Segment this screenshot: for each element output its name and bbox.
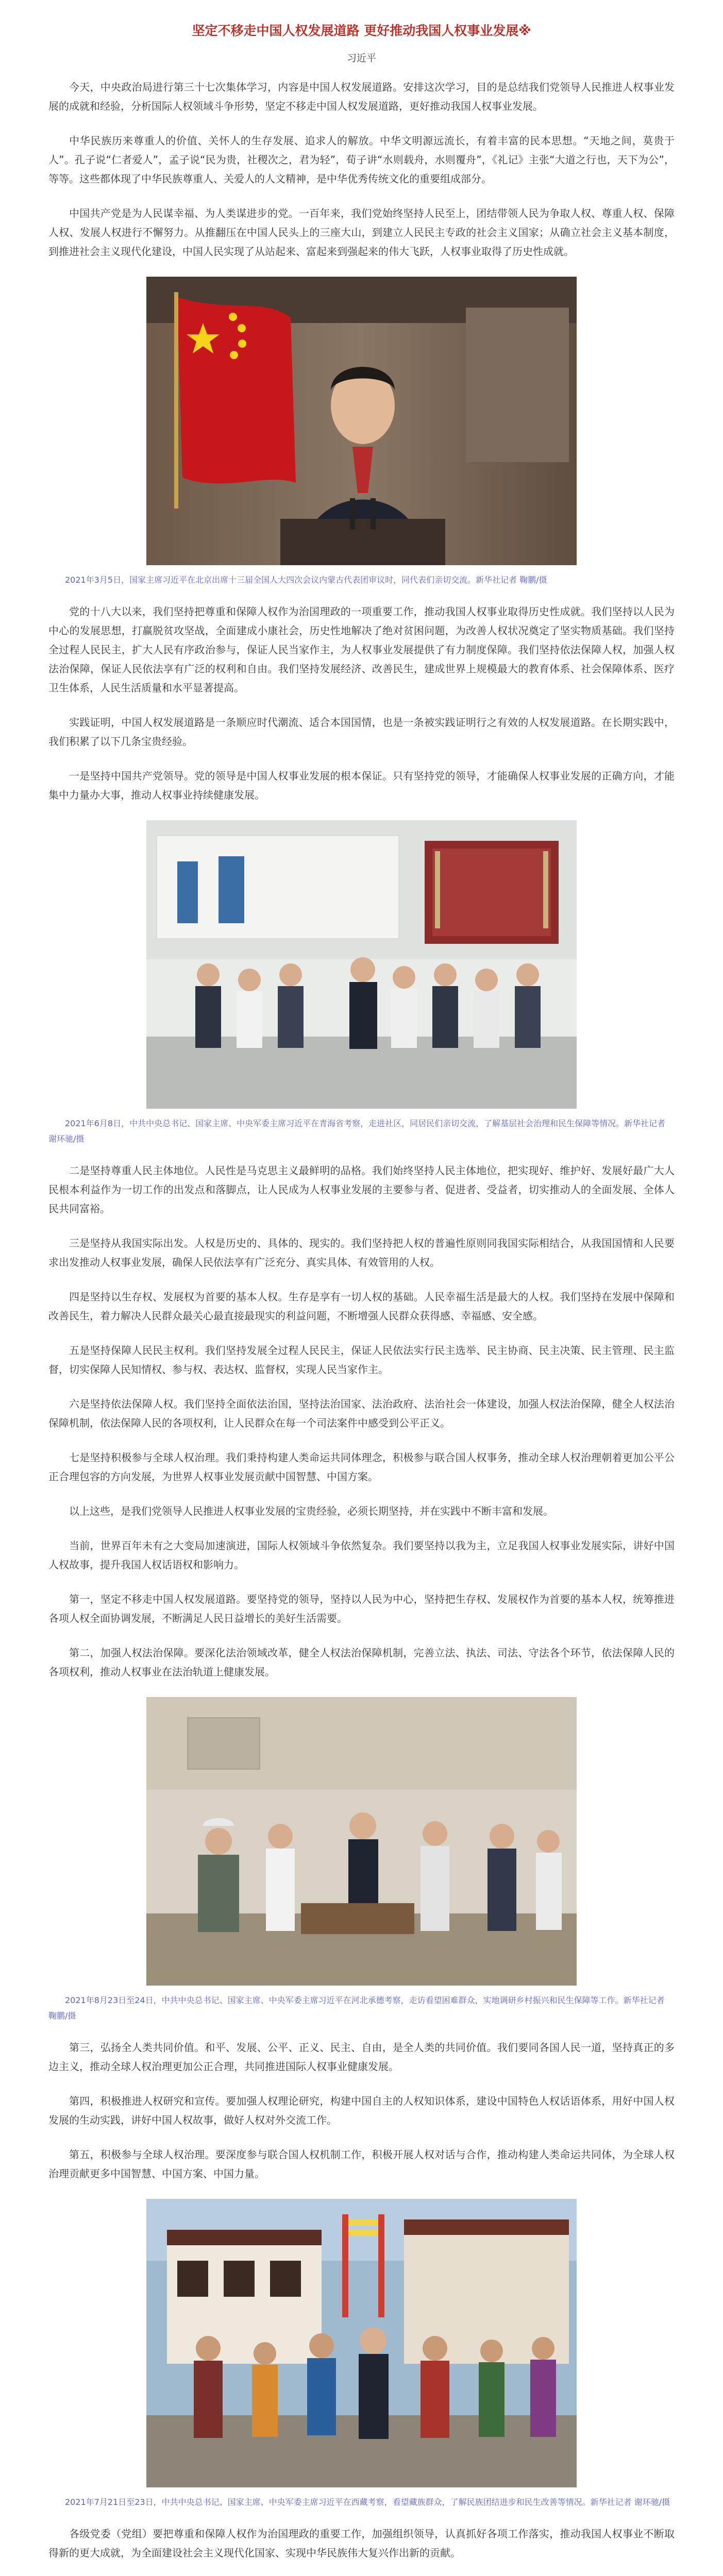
photo-caption: 2021年8月23日至24日，中共中央总书记、国家主席、中央军委主席习近平在河北承德考察，走访看望困难群众，实地调研乡村振兴和民生保障等工作。新华社记者 鞠鹏/摄 <box>48 1995 665 2021</box>
paragraph: 第四，积极推进人权研究和宣传。要加强人权理论研究，构建中国自主的人权知识体系，建设中国特色人权话语体系，用好中国人权发展的生动实践，讲好中国人权故事，做好人权对外交流工作。 <box>48 2095 675 2126</box>
paragraph: 四是坚持以生存权、发展权为首要的基本人权。生存是享有一切人权的基础。人民幸福生活是最大的人权。我们坚持在发展中保障和改善民生，着力解决人民群众最关心最直接最现实的利益问题，不断增强人民群众获得感、幸福感、安全感。 <box>48 1291 675 1322</box>
article-column <box>48 0 675 2576</box>
paragraph: 以上这些，是我们党领导人民推进人权事业发展的宝贵经验，必须长期坚持，并在实践中不断丰富和发展。 <box>69 1505 553 1517</box>
paragraph: 当前，世界百年未有之大变局加速演进，国际人权领域斗争依然复杂。我们要坚持以我为主，立足我国人权事业发展实际，讲好中国人权故事，提升我国人权话语权和影响力。 <box>48 1539 675 1571</box>
photo-home-visit <box>146 1697 577 1986</box>
paragraph: 今天，中央政治局进行第三十七次集体学习，内容是中国人权发展道路。安排这次学习，目的是总结我们党领导人民推进人权事业发展的成就和经验，分析国际人权领域斗争形势，坚定不移走中国人权发展道路，更好推动我国人权事业发展。 <box>48 81 675 112</box>
paragraph: 三是坚持从我国实际出发。人权是历史的、具体的、现实的。我们坚持把人权的普遍性原则同我国实际相结合，从我国国情和人民要求出发推动人权事业发展，确保人民依法享有广泛充分、真实具体、有效管用的人权。 <box>48 1237 675 1268</box>
paragraph: 党的十八大以来，我们坚持把尊重和保障人权作为治国理政的一项重要工作，推动我国人权事业取得历史性成就。我们坚持以人民为中心的发展思想，打赢脱贫攻坚战，全面建成小康社会，历史性地解决了绝对贫困问题，为改善人权状况奠定了坚实物质基础。我们坚持全过程人民民主，扩大人民有序政治参与，保证人民当家作主，为人权事业发展提供了有力制度保障。我们坚持依法保障人权，加强人权法治保障，保证人民依法享有广泛的权利和自由。我们坚持发展经济、改善民生，建成世界上规模最大的教育体系、社会保障体系、医疗卫生体系，人民生活质量和水平显著提高。 <box>48 605 675 694</box>
paragraph: 第五，积极参与全球人权治理。要深度参与联合国人权机制工作，积极开展人权对话与合作，推动构建人类命运共同体，为全球人权治理贡献更多中国智慧、中国方案、中国力量。 <box>48 2148 675 2180</box>
paragraph: 七是坚持积极参与全球人权治理。我们秉持构建人类命运共同体理念，积极参与联合国人权事务，推动全球人权治理朝着更加公平公正合理包容的方向发展，为世界人权事业发展贡献中国智慧、中国方案。 <box>48 1451 675 1483</box>
paragraph: 中国共产党是为人民谋幸福、为人类谋进步的党。一百年来，我们党始终坚持人民至上，团结带领人民为争取人权、尊重人权、保障人权、发展人权进行不懈努力。从推翻压在中国人民头上的三座大山，到建立人民民主专政的社会主义国家；从确立社会主义基本制度，到推进社会主义现代化建设，中国人民实现了从站起来、富起来到强起来的伟大飞跃，人权事业取得了历史性成就。 <box>48 207 675 258</box>
paragraph: 六是坚持依法保障人权。我们坚持全面依法治国，坚持法治国家、法治政府、法治社会一体建设，加强人权法治保障，健全人权法治保障机制，依法保障人民的各项权利，让人民群众在每一个司法案件中感受到公平正义。 <box>48 1398 675 1429</box>
paragraph: 第二，加强人权法治保障。要深化法治领域改革，健全人权法治保障机制，完善立法、执法、司法、守法各个环节，依法保障人民的各项权利，推动人权事业在法治轨道上健康发展。 <box>48 1647 675 1678</box>
photo-home-visit-image <box>146 1697 577 1986</box>
photo-flag-speech-image <box>146 277 577 565</box>
photo-community-visit <box>146 820 577 1109</box>
photo-community-visit-image <box>146 820 577 1109</box>
photo-tibet-visit <box>146 2199 577 2487</box>
photo-caption: 2021年6月8日，中共中央总书记、国家主席、中央军委主席习近平在青海省考察，走进社区，同居民们亲切交流，了解基层社会治理和民生保障等情况。新华社记者 谢环驰/摄 <box>48 1118 666 1144</box>
paragraph: 中华民族历来尊重人的价值、关怀人的生存发展、追求人的解放。中华文明源远流长，有着丰富的民本思想。“天地之间，莫贵于人”。孔子说“仁者爱人”，孟子说“民为贵，社稷次之，君为轻”，荀子讲“水则载舟，水则覆舟”，《礼记》主张“大道之行也，天下为公”，等等。这些都体现了中华民族尊重人、关爱人的人文精神，是中华优秀传统文化的重要组成部分。 <box>48 134 675 185</box>
photo-caption: 2021年3月5日，国家主席习近平在北京出席十三届全国人大四次会议内蒙古代表团审议时，同代表们亲切交流。新华社记者 鞠鹏/摄 <box>65 575 547 585</box>
article-title: 坚定不移走中国人权发展道路 更好推动我国人权事业发展※ <box>192 23 531 38</box>
photo-flag-speech <box>146 277 577 565</box>
paragraph: 第三，弘扬全人类共同价值。和平、发展、公平、正义、民主、自由，是全人类的共同价值。我们要同各国人民一道，坚持真正的多边主义，推动全球人权治理更加公正合理，共同推进国际人权事业健康发展。 <box>48 2041 675 2073</box>
paragraph: 一是坚持中国共产党领导。党的领导是中国人权事业发展的根本保证。只有坚持党的领导，才能确保人权事业发展的正确方向，才能集中力量办大事，推动人权事业持续健康发展。 <box>48 770 675 801</box>
paragraph: 各级党委（党组）要把尊重和保障人权作为治国理政的重要工作，加强组织领导，认真抓好各项工作落实，推动我国人权事业不断取得新的更大成就，为全面建设社会主义现代化国家、实现中华民族伟大复兴作出新的贡献。 <box>48 2528 675 2559</box>
paragraph: 二是坚持尊重人民主体地位。人民性是马克思主义最鲜明的品格。我们始终坚持人民主体地位，把实现好、维护好、发展好最广大人民根本利益作为一切工作的出发点和落脚点，让人民成为人权事业发展的主要参与者、促进者、受益者，切实推动人的全面发展、全体人民共同富裕。 <box>48 1164 675 1215</box>
paragraph: 第一，坚定不移走中国人权发展道路。要坚持党的领导，坚持以人民为中心，坚持把生存权、发展权作为首要的基本人权，统筹推进各项人权全面协调发展，不断满足人民日益增长的美好生活需要。 <box>48 1593 675 1624</box>
article-author: 习近平 <box>346 53 376 64</box>
photo-caption: 2021年7月21日至23日，中共中央总书记、国家主席、中央军委主席习近平在西藏考察，看望藏族群众，了解民族团结进步和民生改善等情况。新华社记者 谢环驰/摄 <box>65 2497 670 2507</box>
paragraph: 五是坚持保障人民民主权利。我们坚持发展全过程人民民主，保证人民依法实行民主选举、民主协商、民主决策、民主管理、民主监督，切实保障人民知情权、参与权、表达权、监督权，实现人民当家作主。 <box>48 1344 675 1376</box>
photo-tibet-visit-image <box>146 2199 577 2487</box>
paragraph: 实践证明，中国人权发展道路是一条顺应时代潮流、适合本国国情，也是一条被实践证明行之有效的人权发展道路。在长期实践中，我们积累了以下几条宝贵经验。 <box>48 716 675 748</box>
